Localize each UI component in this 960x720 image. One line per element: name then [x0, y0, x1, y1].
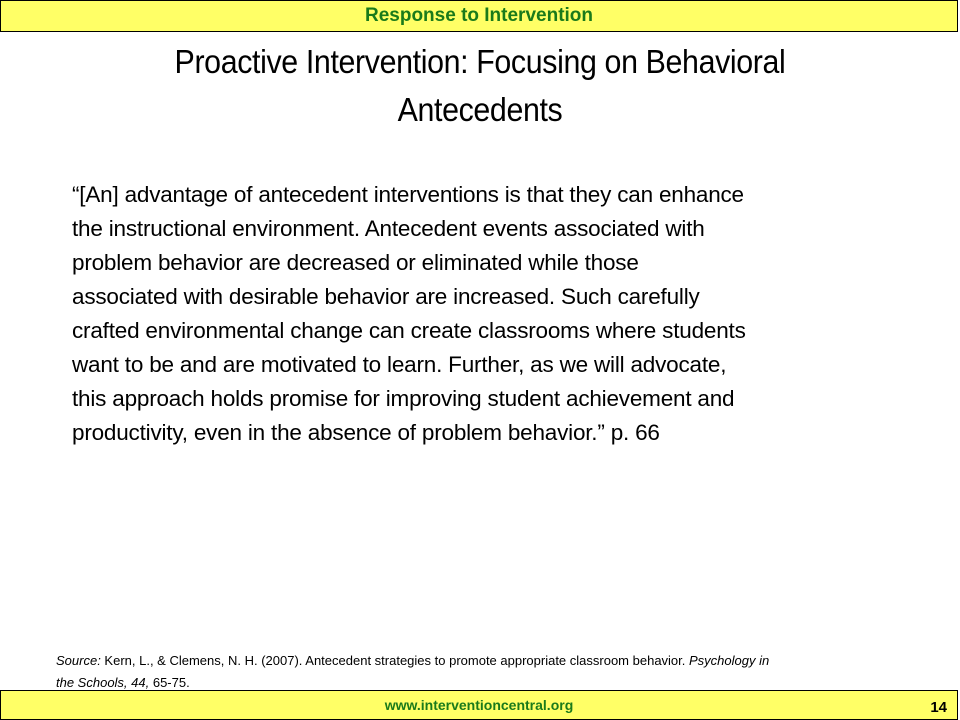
header-bar — [0, 0, 958, 32]
quote-line: want to be and are motivated to learn. Further, as we will advocate, — [72, 352, 727, 377]
page-number: 14 — [930, 699, 947, 716]
quote-line: the instructional environment. Antecedent events associated with — [72, 216, 705, 241]
slide-title — [94, 38, 867, 134]
source-pages: 65-75. — [149, 675, 190, 690]
quote-line: crafted environmental change can create classrooms where students — [72, 318, 746, 343]
header-title: Response to Intervention — [364, 5, 594, 26]
source-journal-part-1: Psychology in — [689, 653, 770, 668]
source-line-1 — [56, 650, 906, 672]
source-label: Source: — [56, 653, 101, 668]
source-citation-text: Kern, L., & Clemens, N. H. (2007). Antecedent strategies to promote appropriate classroom behavior. — [100, 653, 689, 668]
quote-line: problem behavior are decreased or eliminated while those — [72, 250, 639, 275]
source-journal-part-2: the Schools, 44, — [56, 675, 150, 690]
footer-bar — [0, 690, 958, 720]
quote-line: productivity, even in the absence of problem behavior.” p. 66 — [72, 420, 660, 445]
slide-title-line-1: Proactive Intervention: Focusing on Behavioral — [174, 43, 786, 80]
quote-line: associated with desirable behavior are increased. Such carefully — [72, 284, 700, 309]
quote-block — [72, 178, 892, 450]
quote-line: “[An] advantage of antecedent interventions is that they can enhance — [72, 182, 744, 207]
slide-title-line-2: Antecedents — [397, 91, 563, 128]
source-citation — [56, 650, 906, 694]
quote-line: this approach holds promise for improving student achievement and — [72, 386, 735, 411]
footer-url[interactable]: www.interventioncentral.org — [384, 697, 574, 713]
